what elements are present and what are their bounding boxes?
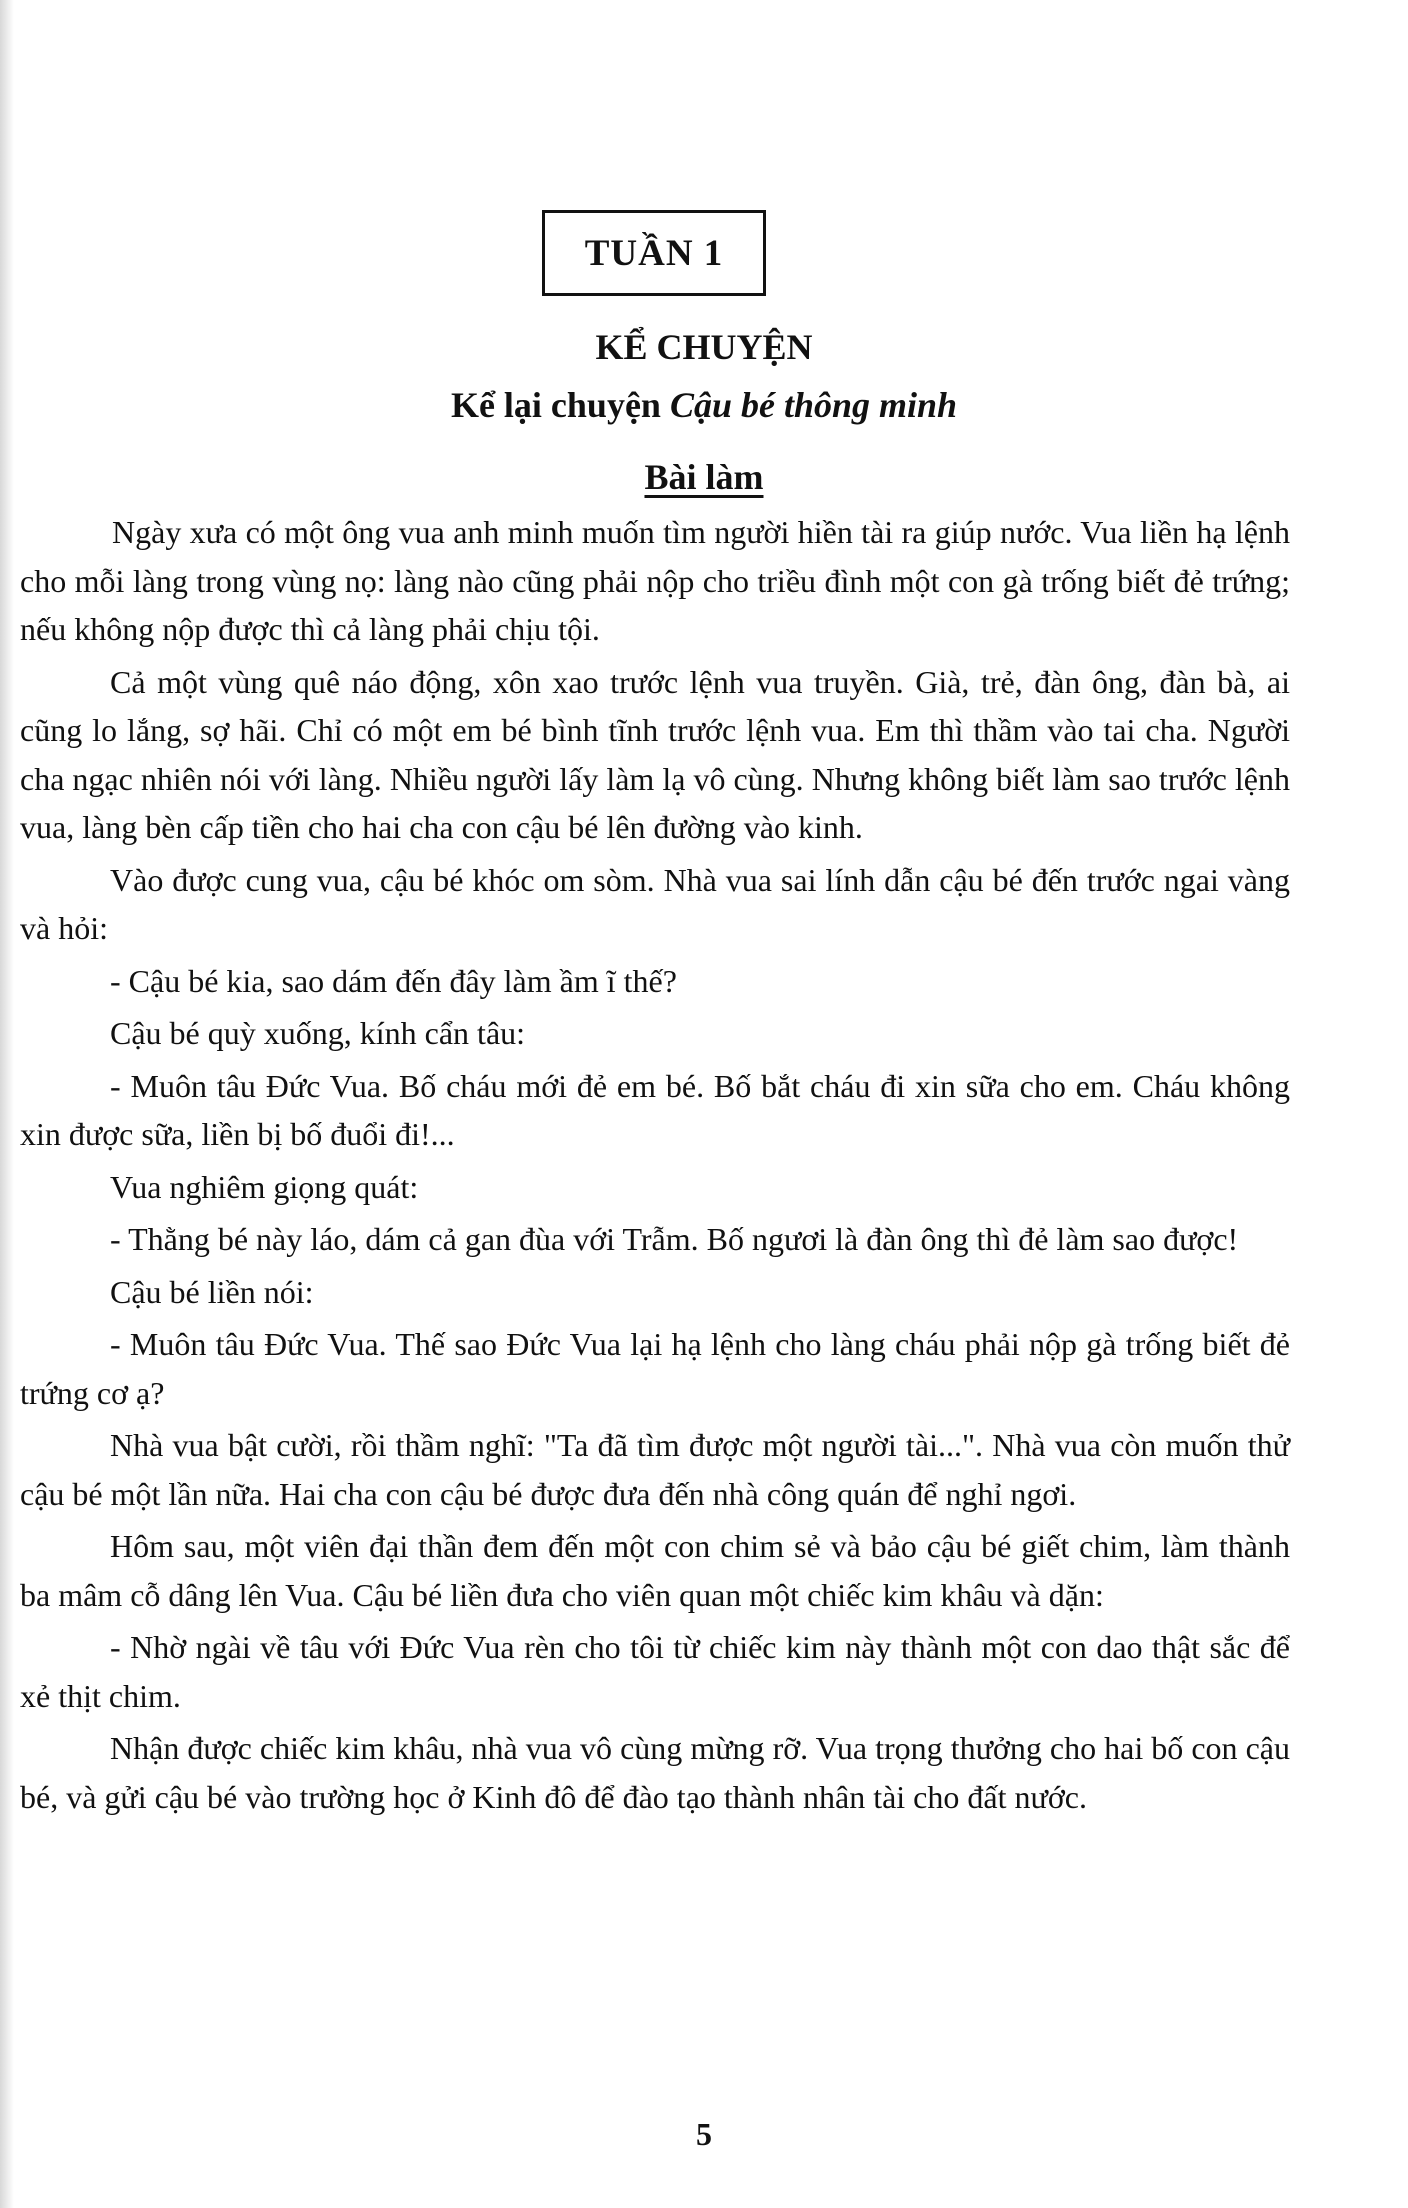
week-label: TUẦN 1 xyxy=(584,232,724,274)
paragraph: Cậu bé quỳ xuống, kính cẩn tâu: xyxy=(110,1015,526,1051)
story-title-italic: Cậu bé thông minh xyxy=(669,385,958,425)
paragraph: - Muôn tâu Đức Vua. Bố cháu mới đẻ em bé. Bố bắt cháu đi xin sữa cho em. Cháu không xin được sữa, liền bị bố đuổi đi!... xyxy=(20,1067,1290,1152)
paragraph: - Cậu bé kia, sao dám đến đây làm ầm ĩ thế? xyxy=(110,962,677,999)
story-body xyxy=(20,508,1290,1825)
paragraph: Cậu bé liền nói: xyxy=(110,1273,314,1310)
paragraph: Nhận được chiếc kim khâu, nhà vua vô cùng mừng rỡ. Vua trọng thưởng cho hai bố con cậu bé, và gửi cậu bé vào trường học ở Kinh đô để đào tạo thành nhân tài cho đất nước. xyxy=(20,1730,1290,1815)
section-heading: KỂ CHUYỆN xyxy=(595,327,813,367)
paragraph: - Muôn tâu Đức Vua. Thế sao Đức Vua lại hạ lệnh cho làng cháu phải nộp gà trống biết đẻ trứng cơ ạ? xyxy=(20,1326,1290,1411)
subtitle: Bài làm xyxy=(644,457,764,497)
paragraph: Cả một vùng quê náo động, xôn xao trước lệnh vua truyền. Già, trẻ, đàn ông, đàn bà, ai cũng lo lắng, sợ hãi. Chỉ có một em bé bình tĩnh trước lệnh vua. Em thì thầm vào tai cha. Người cha ngạc nhiên nói với làng. Nhiều người lấy làm lạ vô cùng. Nhưng không biết làm sao trước lệnh vua, làng bèn cấp tiền cho hai cha con cậu bé lên đường vào kinh. xyxy=(20,663,1290,845)
paragraph: Vào được cung vua, cậu bé khóc om sòm. Nhà vua sai lính dẫn cậu bé đến trước ngai vàng và hỏi: xyxy=(20,861,1290,946)
story-title-prefix: Kể lại chuyện xyxy=(450,385,670,425)
paragraph: Ngày xưa có một ông vua anh minh muốn tìm người hiền tài ra giúp nước. Vua liền hạ lệnh cho mỗi làng trong vùng nọ: làng nào cũng phải nộp cho triều đình một con gà trống biết đẻ trứng; nếu không nộp được thì cả làng phải chịu tội. xyxy=(20,514,1290,647)
paragraph: - Thằng bé này láo, dám cả gan đùa với Trẫm. Bố ngươi là đàn ông thì đẻ làm sao được! xyxy=(110,1221,1239,1257)
paragraph: Hôm sau, một viên đại thần đem đến một con chim sẻ và bảo cậu bé giết chim, làm thành ba mâm cỗ dâng lên Vua. Cậu bé liền đưa cho viên quan một chiếc kim khâu và dặn: xyxy=(20,1528,1290,1613)
page-number: 5 xyxy=(696,2116,712,2152)
week-label-box xyxy=(542,210,766,296)
paragraph: - Nhờ ngài về tâu với Đức Vua rèn cho tôi từ chiếc kim này thành một con dao thật sắc để xẻ thịt chim. xyxy=(20,1629,1290,1714)
story-title xyxy=(0,384,1408,426)
paragraph: Vua nghiêm giọng quát: xyxy=(110,1168,419,1205)
paragraph: Nhà vua bật cười, rồi thầm nghĩ: "Ta đã tìm được một người tài...". Nhà vua còn muốn thử cậu bé một lần nữa. Hai cha con cậu bé được đưa đến nhà công quán để nghỉ ngơi. xyxy=(20,1427,1290,1512)
